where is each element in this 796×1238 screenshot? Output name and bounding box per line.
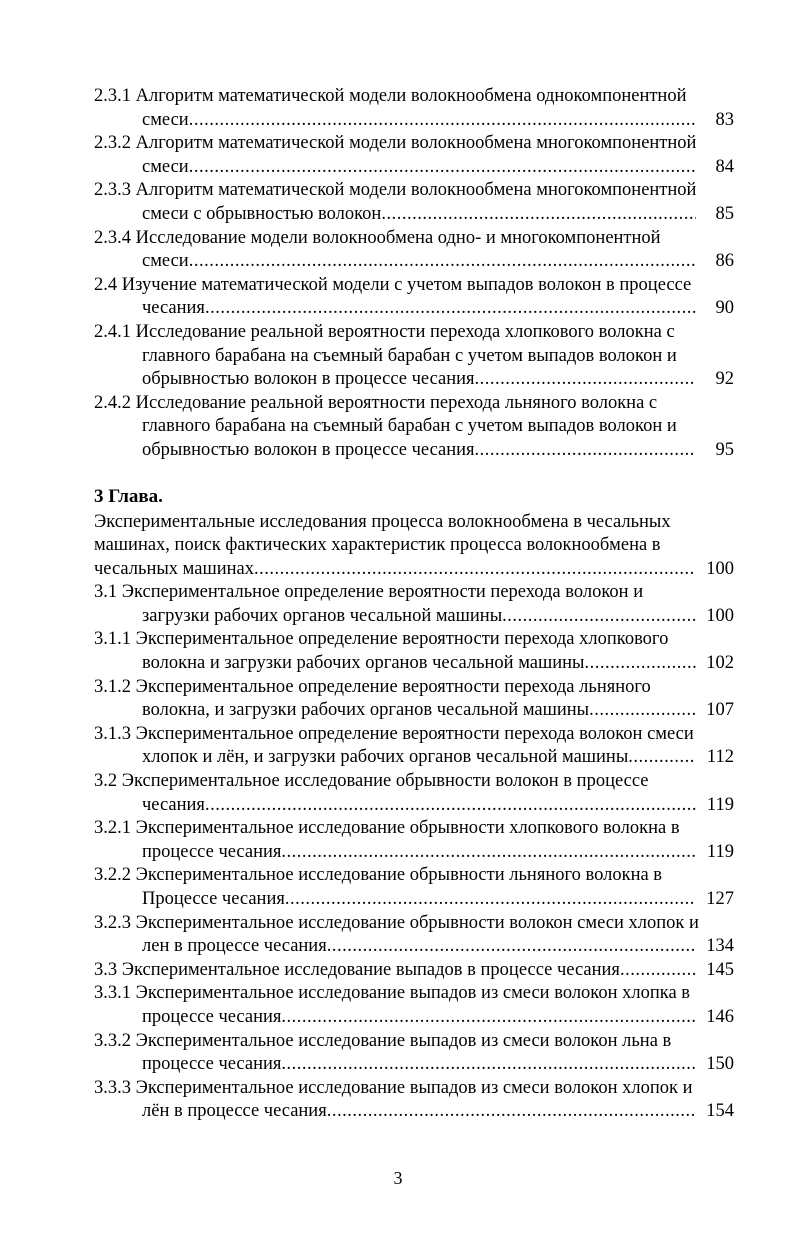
toc-entry [94, 864, 734, 911]
leader-dots [254, 558, 696, 582]
toc-page-number: 84 [715, 156, 734, 177]
toc-entry-title-end: хлопок и лён, и загрузки рабочих органов чесальной машины [142, 747, 629, 768]
leader-dots [205, 297, 696, 321]
toc-entry-line: Экспериментальные исследования процесса волокнообмена в чесальных [94, 511, 671, 532]
toc-entry-title-end: чесания [142, 794, 205, 815]
toc-entry-title-end: процессе чесания [142, 841, 282, 862]
toc-entry-line: 2.3.2 Алгоритм математической модели волокнообмена многокомпонентной [94, 133, 697, 154]
toc-entry-title-end: процессе чесания [142, 1054, 282, 1075]
toc-entry-line: 2.3.4 Исследование модели волокнообмена одно- и многокомпонентной [94, 227, 661, 248]
table-of-contents [94, 85, 734, 1124]
toc-entry-title-end: лён в процессе чесания [142, 1101, 327, 1122]
toc-entry-line: 3.2 Экспериментальное исследование обрывности волокон в процессе [94, 771, 649, 792]
toc-entry [94, 227, 734, 274]
toc-entry-line: 2.4.2 Исследование реальной вероятности перехода льняного волокна с [94, 392, 658, 413]
toc-entry [94, 912, 734, 959]
toc-entry-title-end: смеси [142, 109, 189, 130]
leader-dots [189, 156, 696, 180]
toc-page-number: 146 [706, 1006, 734, 1027]
toc-page-number: 154 [706, 1101, 734, 1122]
leader-dots [628, 746, 696, 770]
toc-entry [94, 770, 734, 817]
toc-entry-title-end: волокна и загрузки рабочих органов чесальной машины [142, 653, 585, 674]
toc-page-number: 134 [706, 936, 734, 957]
toc-entry [94, 1077, 734, 1124]
toc-entry-line: 3.2.2 Экспериментальное исследование обрывности льняного волокна в [94, 865, 663, 886]
leader-dots [189, 250, 696, 274]
toc-entry [94, 274, 734, 321]
leader-dots [281, 1053, 696, 1077]
toc-entry-title-end: смеси [142, 156, 189, 177]
toc-page-number: 90 [715, 298, 734, 319]
toc-entry [94, 817, 734, 864]
leader-dots [381, 203, 696, 227]
toc-entry-line: 2.3.3 Алгоритм математической модели волокнообмена многокомпонентной [94, 180, 697, 201]
toc-entry [94, 179, 734, 226]
leader-dots [327, 935, 696, 959]
leader-dots [584, 652, 696, 676]
toc-entry-title-end: процессе чесания [142, 1006, 282, 1027]
toc-entry [94, 392, 734, 463]
leader-dots [475, 368, 696, 392]
toc-entry-title-end: 3.3 Экспериментальное исследование выпадов в процессе чесания [94, 959, 620, 980]
toc-section-3 [94, 511, 734, 1124]
toc-page-number: 85 [715, 203, 734, 224]
toc-entry-line: 2.3.1 Алгоритм математической модели волокнообмена однокомпонентной [94, 86, 687, 106]
leader-dots [281, 841, 696, 865]
toc-entry-title-end: загрузки рабочих органов чесальной машины [142, 605, 503, 626]
toc-page-number: 100 [706, 605, 734, 626]
toc-page-number: 83 [715, 109, 734, 130]
toc-entry-line: 3.1.2 Экспериментальное определение вероятности перехода льняного [94, 676, 651, 697]
toc-entry-title-end: Процессе чесания [142, 889, 285, 909]
toc-entry-line: 3.3.3 Экспериментальное исследование выпадов из смеси волокон хлопок и [94, 1077, 693, 1098]
toc-page-number: 107 [706, 700, 734, 721]
toc-entry-title-end: смеси [142, 251, 189, 272]
leader-dots [502, 605, 696, 629]
toc-entry-title-end: обрывностью волокон в процессе чесания [142, 439, 475, 460]
toc-entry-line: 2.4 Изучение математической модели с учетом выпадов волокон в процессе [94, 274, 692, 295]
toc-entry-line: 2.4.1 Исследование реальной вероятности перехода хлопкового волокна с [94, 321, 675, 342]
toc-page-number: 92 [715, 369, 734, 390]
toc-page-number: 112 [706, 747, 734, 768]
toc-entry-line: 3.1 Экспериментальное определение вероятности перехода волокон и [94, 582, 644, 603]
toc-entry [94, 676, 734, 723]
toc-entry-line: 3.1.3 Экспериментальное определение вероятности перехода волокон смеси [94, 723, 694, 744]
toc-page-number: 127 [706, 889, 734, 909]
toc-page-number: 119 [706, 841, 734, 862]
toc-entry [94, 1030, 734, 1077]
toc-entry-line: 3.3.2 Экспериментальное исследование выпадов из смеси волокон льна в [94, 1030, 672, 1051]
toc-entry [94, 723, 734, 770]
leader-dots [205, 794, 696, 818]
toc-entry [94, 511, 734, 582]
leader-dots [189, 109, 696, 133]
leader-dots [589, 699, 696, 723]
leader-dots [620, 959, 696, 983]
leader-dots [327, 1100, 696, 1124]
toc-page-number: 119 [706, 794, 734, 815]
toc-entry-line: 3.2.1 Экспериментальное исследование обрывности хлопкового волокна в [94, 818, 680, 839]
toc-page-number: 86 [715, 251, 734, 272]
toc-page-number: 100 [706, 558, 734, 579]
toc-entry-line: 3.3.1 Экспериментальное исследование выпадов из смеси волокон хлопка в [94, 983, 691, 1004]
toc-entry-line: 3.1.1 Экспериментальное определение вероятности перехода хлопкового [94, 629, 669, 650]
leader-dots [281, 1006, 696, 1030]
toc-entry [94, 628, 734, 675]
toc-page-number: 95 [715, 439, 734, 460]
toc-entry [94, 982, 734, 1029]
toc-entry-title-end: лен в процессе чесания [142, 936, 327, 957]
leader-dots [475, 439, 696, 463]
toc-entry-line: машинах, поиск фактических характеристик процесса волокнообмена в [94, 535, 661, 556]
toc-section-2 [94, 85, 734, 463]
toc-entry-title-end: обрывностью волокон в процессе чесания [142, 369, 475, 390]
toc-entry-title-end: чесальных машинах [94, 558, 254, 579]
toc-page-number: 102 [706, 653, 734, 674]
toc-entry [94, 959, 734, 983]
page-number: 3 [393, 1168, 403, 1188]
toc-entry [94, 132, 734, 179]
toc-entry [94, 321, 734, 392]
toc-entry [94, 85, 734, 132]
toc-page-number: 145 [706, 959, 734, 980]
chapter-heading: 3 Глава. [94, 485, 163, 507]
toc-entry-title-end: волокна, и загрузки рабочих органов чесальной машины [142, 700, 590, 721]
leader-dots [285, 888, 696, 912]
toc-entry-line: 3.2.3 Экспериментальное исследование обрывности волокон смеси хлопок и [94, 912, 699, 933]
toc-entry-line: главного барабана на съемный барабан с учетом выпадов волокон и [142, 345, 677, 366]
toc-page-number: 150 [706, 1054, 734, 1075]
toc-entry-title-end: смеси с обрывностью волокон [142, 203, 382, 224]
toc-entry-line: главного барабана на съемный барабан с учетом выпадов волокон и [142, 416, 677, 437]
toc-entry [94, 581, 734, 628]
toc-entry-title-end: чесания [142, 298, 205, 319]
